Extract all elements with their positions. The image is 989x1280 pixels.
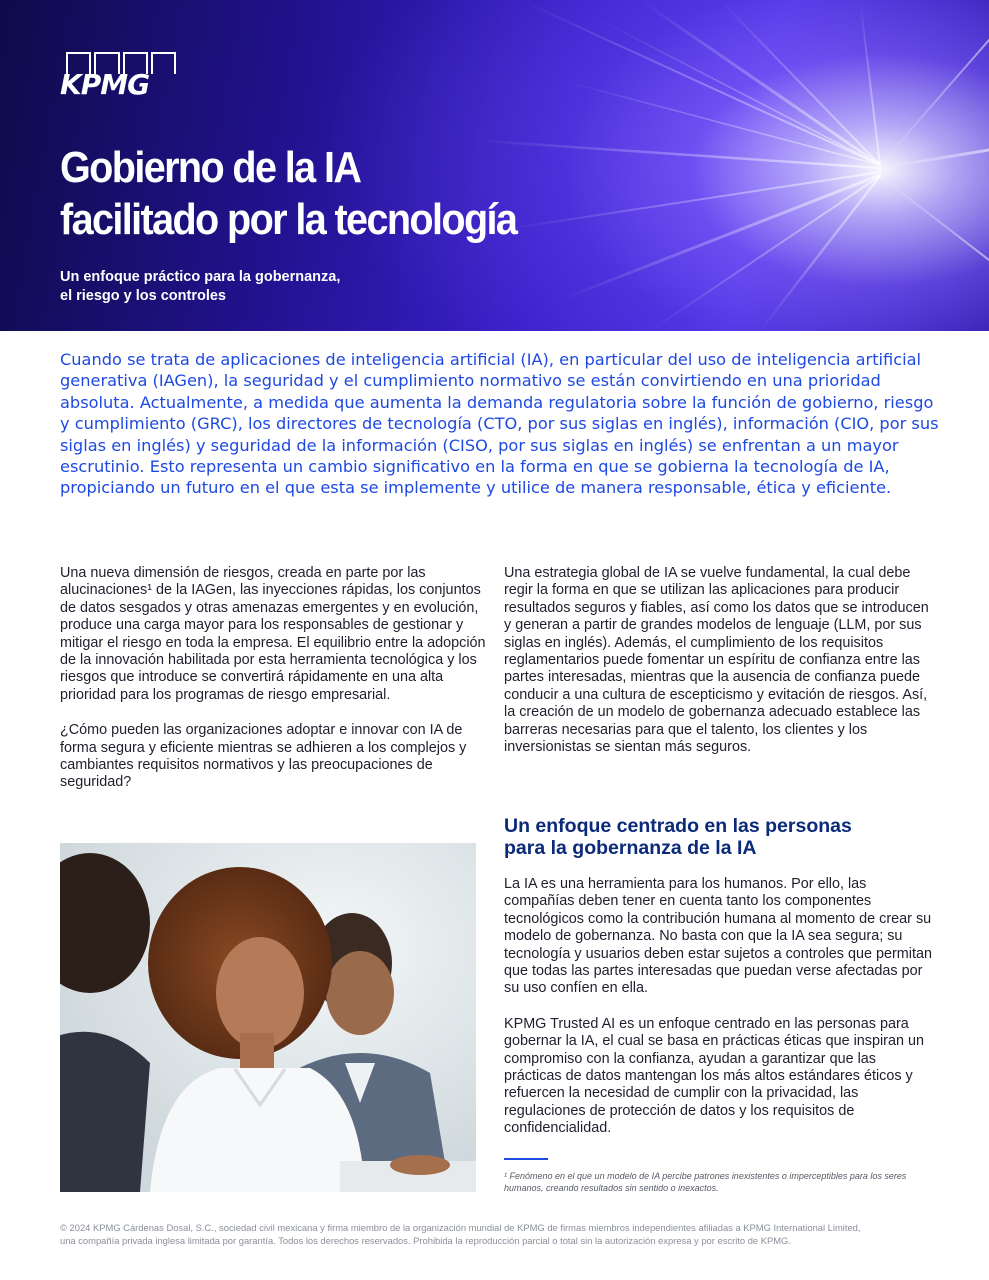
title-line-1: Gobierno de la IA: [60, 143, 361, 192]
section-heading-line-1: Un enfoque centrado en las personas: [504, 815, 852, 837]
copyright-line-1: © 2024 KPMG Cárdenas Dosal, S.C., sociedad civil mexicana y firma miembro de la organización mundial de KPMG de firmas miembros independientes afiliadas a KPMG International Limited,: [60, 1222, 861, 1233]
subtitle-line-1: Un enfoque práctico para la gobernanza,: [60, 269, 341, 285]
subtitle-line-2: el riesgo y los controles: [60, 288, 226, 304]
photo-illustration: [60, 843, 476, 1192]
copyright-notice: [60, 1221, 950, 1247]
section-paragraph-1: La IA es una herramienta para los humanos. Por ello, las compañías deben tener en cuenta tanto los componentes tecnológicos como la contribución humana al momento de crear su modelo de gobernanza. No basta con que la IA sea segura; su tecnología y usuarios deben estar sujetos a controles que permitan que todas las partes interesadas que puedan verse afectadas por su uso confíen en ella.: [504, 876, 932, 997]
section-heading-line-2: para la gobernanza de la IA: [504, 837, 757, 859]
left-paragraph-1: Una nueva dimensión de riesgos, creada en parte por las alucinaciones¹ de la IAGen, las inyecciones rápidas, los conjuntos de datos sesgados y otras amenazas emergentes y en evolución, produce una carga mayor para los responsables de gestionar y mitigar el riesgo en toda la empresa. El equilibrio entre la adopción de la innovación habilitada por esta herramienta tecnológica y los riesgos que introduce se convertirá rápidamente en una alta prioridad para los programas de riesgo empresarial.: [60, 565, 486, 703]
intro-paragraph: Cuando se trata de aplicaciones de inteligencia artificial (IA), en particular del uso de inteligencia artificial generativa (IAGen), la seguridad y el cumplimiento normativo se están convirtiendo en una prioridad absoluta. Actualmente, a medida que aumenta la demanda regulatoria sobre la función de gobierno, riesgo y cumplimiento (GRC), los directores de tecnología (CTO, por sus siglas en inglés), información (CIO, por sus siglas en inglés) y seguridad de la información (CISO, por sus siglas en inglés) se enfrentan a un mayor escrutinio. Esto representa un cambio significativo en la forma en que se gobierna la tecnología de IA, propiciando un futuro en el que esta se implemente y utilice de manera responsable, ética y eficiente.: [60, 350, 939, 498]
footnote-divider: [504, 1158, 548, 1160]
right-column: [504, 565, 934, 756]
page-subtitle: [60, 268, 480, 306]
left-paragraph-2: ¿Cómo pueden las organizaciones adoptar e innovar con IA de forma segura y eficiente mientras se adhieren a los complejos y cambiantes requisitos normativos y las preocupaciones de seguridad?: [60, 722, 467, 791]
footnote: ¹ Fenómeno en el que un modelo de IA percibe patrones inexistentes o imperceptibles para los seres humanos, creando resultados sin sentido o inexactos.: [504, 1171, 907, 1193]
photo-people-meeting: [60, 843, 476, 1192]
left-column: [60, 565, 490, 792]
section-paragraph-2: KPMG Trusted AI es un enfoque centrado en las personas para gobernar la IA, el cual se basa en prácticas éticas que inspiran un compromiso con la confianza, ayudan a garantizar que las prácticas de datos mantengan los más altos estándares éticos y refuercen la necesidad de cumplir con la privacidad, las regulaciones de protección de datos y los requisitos de confidencialidad.: [504, 1015, 924, 1137]
hero-banner: [0, 0, 989, 331]
title-line-2: facilitado por la tecnología: [60, 195, 517, 244]
logo-wordmark: KPMG: [60, 68, 150, 101]
page-title: [60, 142, 600, 246]
section-heading: [504, 815, 934, 859]
right-paragraph-1: Una estrategia global de IA se vuelve fundamental, la cual debe regir la forma en que se utilizan las aplicaciones para producir resultados seguros y fiables, así como los datos que se introducen y generan a partir de grandes modelos de lenguaje (LLM, por sus siglas en inglés). Además, el cumplimiento de los requisitos reglamentarios puede fomentar un espíritu de confianza entre las partes interesadas, mientras que la ausencia de confianza puede conducir a una cultura de escepticismo y evitación de riesgos. Así, la creación de un modelo de gobernanza adecuado establece las barreras necesarias para que el talento, los clientes y los inversionistas se sientan más seguros.: [504, 565, 929, 756]
kpmg-logo: [60, 52, 176, 102]
copyright-line-2: una compañía privada inglesa limitada por garantía. Todos los derechos reservados. Prohibida la reproducción parcial o total sin la autorización expresa y por escrito de KPMG.: [60, 1235, 791, 1246]
section-body: [504, 876, 934, 1138]
